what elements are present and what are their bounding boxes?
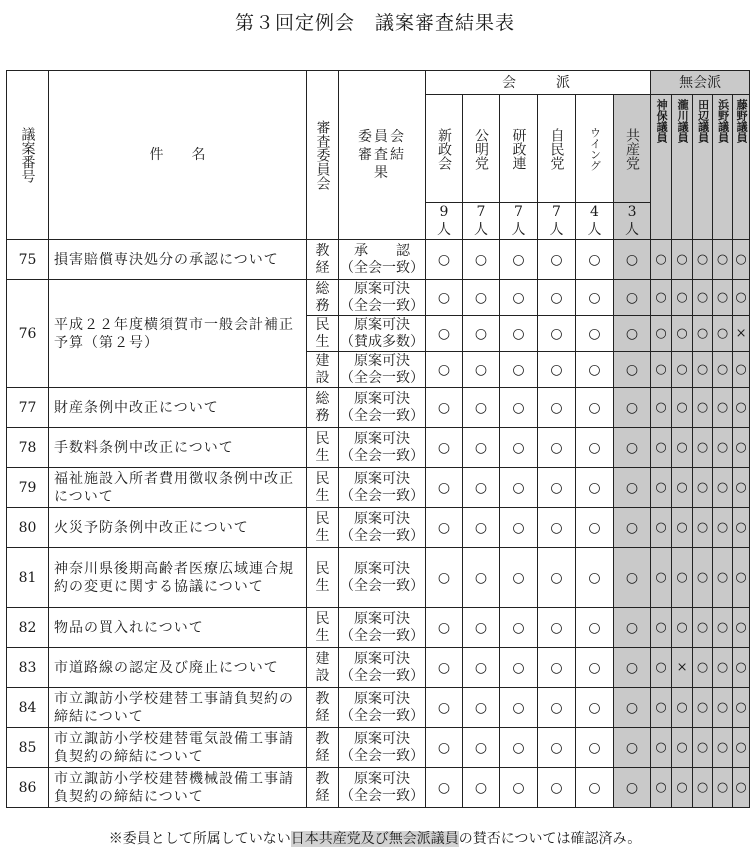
- vote-cell: ○: [733, 688, 750, 728]
- vote-cell: ○: [713, 240, 733, 280]
- vote-cell: ○: [733, 428, 750, 468]
- result-cell: [339, 548, 426, 608]
- vote-cell: ○: [463, 428, 500, 468]
- vote-cell: ○: [576, 316, 614, 352]
- bill-name: 市立諏訪小学校建替機械設備工事請負契約の締結について: [49, 768, 307, 808]
- vote-cell: ○: [500, 508, 538, 548]
- vote-cell: ○: [576, 728, 614, 768]
- vote-cell: ○: [693, 280, 713, 316]
- vote-cell: ○: [426, 508, 463, 548]
- vote-cell: ○: [463, 240, 500, 280]
- vote-cell: ○: [614, 648, 651, 688]
- bill-number: 86: [7, 768, 49, 808]
- vote-cell: ○: [733, 648, 750, 688]
- vote-cell: ○: [576, 768, 614, 808]
- result-detail: （全会一致）: [340, 369, 424, 386]
- bill-name: 市立諏訪小学校建替工事請負契約の締結について: [49, 688, 307, 728]
- vote-cell: ○: [538, 428, 576, 468]
- vote-cell: ○: [538, 648, 576, 688]
- vote-cell: ○: [500, 352, 538, 388]
- result-detail: （全会一致）: [340, 487, 424, 504]
- vote-cell: ○: [614, 468, 651, 508]
- result-cell: [339, 688, 426, 728]
- committee-cell: 民生: [307, 508, 339, 548]
- vote-cell: ○: [426, 388, 463, 428]
- vote-cell: ○: [576, 688, 614, 728]
- vote-cell: ○: [651, 428, 672, 468]
- vote-cell: ○: [426, 280, 463, 316]
- vote-cell: ○: [651, 468, 672, 508]
- faction-header: 共産党: [614, 95, 651, 203]
- footnote-suffix: の賛否については確認済み。: [458, 831, 642, 847]
- faction-header: 自民党: [538, 95, 576, 203]
- bill-number: 83: [7, 648, 49, 688]
- faction-header: 研政連: [500, 95, 538, 203]
- vote-cell: ○: [651, 508, 672, 548]
- committee-cell: 民生: [307, 316, 339, 352]
- vote-cell: ○: [426, 240, 463, 280]
- vote-cell: ○: [614, 316, 651, 352]
- vote-cell: ○: [500, 428, 538, 468]
- footnote-highlight: 日本共産党及び無会派議員: [290, 831, 459, 847]
- vote-cell: ○: [614, 548, 651, 608]
- result-label: 原案可決: [354, 390, 410, 407]
- result-cell: [339, 352, 426, 388]
- vote-cell: ○: [426, 728, 463, 768]
- vote-cell: ○: [672, 240, 693, 280]
- vote-cell: ○: [713, 608, 733, 648]
- vote-cell: ○: [672, 688, 693, 728]
- vote-cell: ○: [651, 388, 672, 428]
- table-row: [7, 428, 750, 468]
- vote-cell: ○: [693, 316, 713, 352]
- result-label: 原案可決: [354, 316, 410, 333]
- bill-name: 火災予防条例中改正について: [49, 508, 307, 548]
- vote-cell: ○: [614, 428, 651, 468]
- vote-cell: ○: [733, 352, 750, 388]
- vote-cell: ○: [693, 648, 713, 688]
- bill-name: 損害賠償専決処分の承認について: [49, 240, 307, 280]
- vote-cell: ○: [538, 768, 576, 808]
- vote-cell: ×: [733, 316, 750, 352]
- vote-cell: ○: [651, 352, 672, 388]
- vote-cell: ○: [576, 240, 614, 280]
- vote-cell: ×: [672, 648, 693, 688]
- result-label: 原案可決: [354, 430, 410, 447]
- vote-cell: ○: [576, 352, 614, 388]
- faction-header: ウイング: [576, 95, 614, 203]
- bill-name: 市道路線の認定及び廃止について: [49, 648, 307, 688]
- vote-cell: ○: [576, 648, 614, 688]
- vote-cell: ○: [733, 280, 750, 316]
- vote-cell: ○: [672, 548, 693, 608]
- result-detail: （全会一致）: [340, 577, 424, 594]
- table-row: [7, 548, 750, 608]
- vote-cell: ○: [693, 468, 713, 508]
- vote-cell: ○: [672, 352, 693, 388]
- bill-name: 平成２２年度横須賀市一般会計補正予算（第２号）: [49, 280, 307, 388]
- vote-cell: ○: [672, 728, 693, 768]
- independent-header: 田辺議員: [693, 95, 713, 240]
- result-cell: [339, 428, 426, 468]
- bill-number: 80: [7, 508, 49, 548]
- vote-cell: ○: [576, 280, 614, 316]
- bill-name: 手数料条例中改正について: [49, 428, 307, 468]
- result-detail: （全会一致）: [340, 297, 424, 314]
- vote-cell: ○: [713, 548, 733, 608]
- header-kaiha: 会 派: [426, 71, 651, 95]
- vote-cell: ○: [733, 608, 750, 648]
- vote-cell: ○: [672, 316, 693, 352]
- vote-cell: ○: [614, 688, 651, 728]
- vote-cell: ○: [651, 240, 672, 280]
- result-detail: （全会一致）: [340, 259, 424, 276]
- result-cell: [339, 648, 426, 688]
- page-title: 第３回定例会 議案審査結果表: [234, 12, 515, 34]
- result-detail: （全会一致）: [340, 447, 424, 464]
- vote-cell: ○: [693, 548, 713, 608]
- vote-cell: ○: [713, 508, 733, 548]
- header-result: 委員会審査結果: [339, 71, 426, 240]
- table-row: [7, 388, 750, 428]
- vote-cell: ○: [576, 548, 614, 608]
- vote-cell: ○: [426, 548, 463, 608]
- bill-number: 77: [7, 388, 49, 428]
- vote-cell: ○: [426, 608, 463, 648]
- result-cell: [339, 768, 426, 808]
- result-cell: [339, 388, 426, 428]
- vote-cell: ○: [463, 648, 500, 688]
- vote-cell: ○: [693, 240, 713, 280]
- faction-count: 9人: [426, 203, 463, 240]
- vote-cell: ○: [463, 688, 500, 728]
- table-row: [7, 240, 750, 280]
- faction-count: 7人: [463, 203, 500, 240]
- vote-cell: ○: [651, 316, 672, 352]
- faction-count: 3人: [614, 203, 651, 240]
- committee-cell: 教経: [307, 768, 339, 808]
- result-label: 原案可決: [354, 470, 410, 487]
- vote-cell: ○: [733, 508, 750, 548]
- vote-cell: ○: [538, 728, 576, 768]
- header-bill-name: 件 名: [49, 71, 307, 240]
- vote-cell: ○: [500, 768, 538, 808]
- vote-cell: ○: [672, 468, 693, 508]
- table-row: [7, 280, 750, 316]
- faction-count: 4人: [576, 203, 614, 240]
- vote-cell: ○: [713, 728, 733, 768]
- table-row: [7, 768, 750, 808]
- header-committee: 審査委員会: [307, 71, 339, 240]
- vote-cell: ○: [426, 352, 463, 388]
- vote-cell: ○: [672, 280, 693, 316]
- vote-cell: ○: [500, 648, 538, 688]
- bill-number: 75: [7, 240, 49, 280]
- vote-cell: ○: [426, 768, 463, 808]
- vote-cell: ○: [614, 388, 651, 428]
- table-row: [7, 728, 750, 768]
- committee-cell: 民生: [307, 548, 339, 608]
- vote-cell: ○: [463, 768, 500, 808]
- committee-cell: 民生: [307, 428, 339, 468]
- vote-cell: ○: [538, 688, 576, 728]
- vote-cell: ○: [463, 728, 500, 768]
- vote-cell: ○: [693, 428, 713, 468]
- vote-cell: ○: [538, 548, 576, 608]
- committee-cell: 建設: [307, 352, 339, 388]
- footnote: [0, 828, 750, 848]
- committee-cell: 民生: [307, 608, 339, 648]
- vote-cell: ○: [672, 768, 693, 808]
- result-detail: （全会一致）: [340, 667, 424, 684]
- vote-cell: ○: [614, 508, 651, 548]
- vote-cell: ○: [614, 728, 651, 768]
- vote-cell: ○: [693, 608, 713, 648]
- vote-cell: ○: [651, 280, 672, 316]
- independent-header: 藤野議員: [733, 95, 750, 240]
- committee-cell: 教経: [307, 688, 339, 728]
- vote-cell: ○: [651, 728, 672, 768]
- vote-cell: ○: [426, 428, 463, 468]
- vote-cell: ○: [576, 608, 614, 648]
- vote-cell: ○: [500, 608, 538, 648]
- independent-header: 神保議員: [651, 95, 672, 240]
- result-cell: [339, 280, 426, 316]
- vote-cell: ○: [693, 352, 713, 388]
- committee-cell: 教経: [307, 728, 339, 768]
- committee-cell: 総務: [307, 280, 339, 316]
- vote-cell: ○: [538, 388, 576, 428]
- result-label: 原案可決: [354, 352, 410, 369]
- bill-name: 物品の買入れについて: [49, 608, 307, 648]
- result-label: 承 認: [354, 242, 410, 259]
- header-mukaiha: 無会派: [651, 71, 750, 95]
- vote-cell: ○: [576, 388, 614, 428]
- vote-cell: ○: [463, 508, 500, 548]
- vote-cell: ○: [713, 352, 733, 388]
- vote-cell: ○: [426, 468, 463, 508]
- vote-cell: ○: [500, 728, 538, 768]
- bill-number: 85: [7, 728, 49, 768]
- vote-cell: ○: [713, 316, 733, 352]
- result-cell: [339, 240, 426, 280]
- vote-cell: ○: [463, 352, 500, 388]
- vote-cell: ○: [672, 508, 693, 548]
- bill-number: 76: [7, 280, 49, 388]
- result-detail: （全会一致）: [340, 707, 424, 724]
- result-cell: [339, 468, 426, 508]
- result-label: 原案可決: [354, 770, 410, 787]
- vote-cell: ○: [651, 548, 672, 608]
- result-detail: （全会一致）: [340, 527, 424, 544]
- vote-cell: ○: [733, 728, 750, 768]
- result-detail: （全会一致）: [340, 747, 424, 764]
- result-cell: [339, 508, 426, 548]
- vote-cell: ○: [538, 240, 576, 280]
- vote-cell: ○: [672, 428, 693, 468]
- vote-cell: ○: [713, 388, 733, 428]
- vote-cell: ○: [693, 688, 713, 728]
- vote-cell: ○: [463, 608, 500, 648]
- vote-cell: ○: [713, 688, 733, 728]
- faction-header: 新政会: [426, 95, 463, 203]
- faction-count: 7人: [500, 203, 538, 240]
- vote-cell: ○: [614, 608, 651, 648]
- vote-cell: ○: [463, 548, 500, 608]
- bill-name: 市立諏訪小学校建替電気設備工事請負契約の締結について: [49, 728, 307, 768]
- vote-cell: ○: [426, 688, 463, 728]
- vote-cell: ○: [651, 688, 672, 728]
- result-detail: （全会一致）: [340, 787, 424, 804]
- result-label: 原案可決: [354, 610, 410, 627]
- committee-cell: 民生: [307, 468, 339, 508]
- result-label: 原案可決: [354, 690, 410, 707]
- table-row: [7, 648, 750, 688]
- bill-number: 82: [7, 608, 49, 648]
- vote-cell: ○: [500, 688, 538, 728]
- vote-cell: ○: [733, 388, 750, 428]
- independent-header: 浜野議員: [713, 95, 733, 240]
- result-cell: [339, 728, 426, 768]
- bill-name: 財産条例中改正について: [49, 388, 307, 428]
- result-label: 原案可決: [354, 650, 410, 667]
- vote-cell: ○: [463, 316, 500, 352]
- vote-cell: ○: [500, 468, 538, 508]
- vote-cell: ○: [500, 388, 538, 428]
- table-row: [7, 508, 750, 548]
- bill-number: 84: [7, 688, 49, 728]
- vote-cell: ○: [538, 352, 576, 388]
- results-table: [6, 70, 750, 808]
- vote-cell: ○: [538, 316, 576, 352]
- bill-number: 78: [7, 428, 49, 468]
- bill-number: 79: [7, 468, 49, 508]
- result-label: 原案可決: [354, 730, 410, 747]
- vote-cell: ○: [651, 608, 672, 648]
- vote-cell: ○: [614, 768, 651, 808]
- result-detail: （賛成多数）: [340, 333, 424, 350]
- independent-header: 瀧川議員: [672, 95, 693, 240]
- faction-header: 公明党: [463, 95, 500, 203]
- vote-cell: ○: [576, 508, 614, 548]
- vote-cell: ○: [713, 280, 733, 316]
- vote-cell: ○: [463, 280, 500, 316]
- vote-cell: ○: [463, 388, 500, 428]
- vote-cell: ○: [463, 468, 500, 508]
- committee-cell: 教経: [307, 240, 339, 280]
- vote-cell: ○: [672, 608, 693, 648]
- vote-cell: ○: [733, 468, 750, 508]
- vote-cell: ○: [693, 388, 713, 428]
- vote-cell: ○: [651, 768, 672, 808]
- vote-cell: ○: [693, 768, 713, 808]
- header-bill-no: 議案番号: [7, 71, 49, 240]
- vote-cell: ○: [538, 468, 576, 508]
- vote-cell: ○: [426, 648, 463, 688]
- vote-cell: ○: [576, 428, 614, 468]
- vote-cell: ○: [500, 280, 538, 316]
- committee-cell: 建設: [307, 648, 339, 688]
- table-row: [7, 468, 750, 508]
- vote-cell: ○: [538, 508, 576, 548]
- table-row: [7, 608, 750, 648]
- vote-cell: ○: [672, 388, 693, 428]
- vote-cell: ○: [733, 548, 750, 608]
- result-label: 原案可決: [354, 510, 410, 527]
- vote-cell: ○: [713, 428, 733, 468]
- result-label: 原案可決: [354, 280, 410, 297]
- vote-cell: ○: [713, 768, 733, 808]
- faction-count: 7人: [538, 203, 576, 240]
- result-detail: （全会一致）: [340, 627, 424, 644]
- vote-cell: ○: [426, 316, 463, 352]
- result-cell: [339, 316, 426, 352]
- vote-cell: ○: [500, 316, 538, 352]
- vote-cell: ○: [576, 468, 614, 508]
- vote-cell: ○: [693, 728, 713, 768]
- vote-cell: ○: [538, 608, 576, 648]
- vote-cell: ○: [733, 240, 750, 280]
- table-row: [7, 688, 750, 728]
- vote-cell: ○: [538, 280, 576, 316]
- committee-cell: 総務: [307, 388, 339, 428]
- result-cell: [339, 608, 426, 648]
- vote-cell: ○: [733, 768, 750, 808]
- vote-cell: ○: [713, 648, 733, 688]
- vote-cell: ○: [614, 280, 651, 316]
- vote-cell: ○: [651, 648, 672, 688]
- bill-name: 神奈川県後期高齢者医療広域連合規約の変更に関する協議について: [49, 548, 307, 608]
- bill-name: 福祉施設入所者費用徴収条例中改正について: [49, 468, 307, 508]
- bill-number: 81: [7, 548, 49, 608]
- vote-cell: ○: [713, 468, 733, 508]
- footnote-prefix: ※委員として所属していない: [108, 831, 291, 847]
- vote-cell: ○: [693, 508, 713, 548]
- result-detail: （全会一致）: [340, 407, 424, 424]
- vote-cell: ○: [500, 240, 538, 280]
- vote-cell: ○: [614, 352, 651, 388]
- result-label: 原案可決: [354, 560, 410, 577]
- vote-cell: ○: [614, 240, 651, 280]
- vote-cell: ○: [500, 548, 538, 608]
